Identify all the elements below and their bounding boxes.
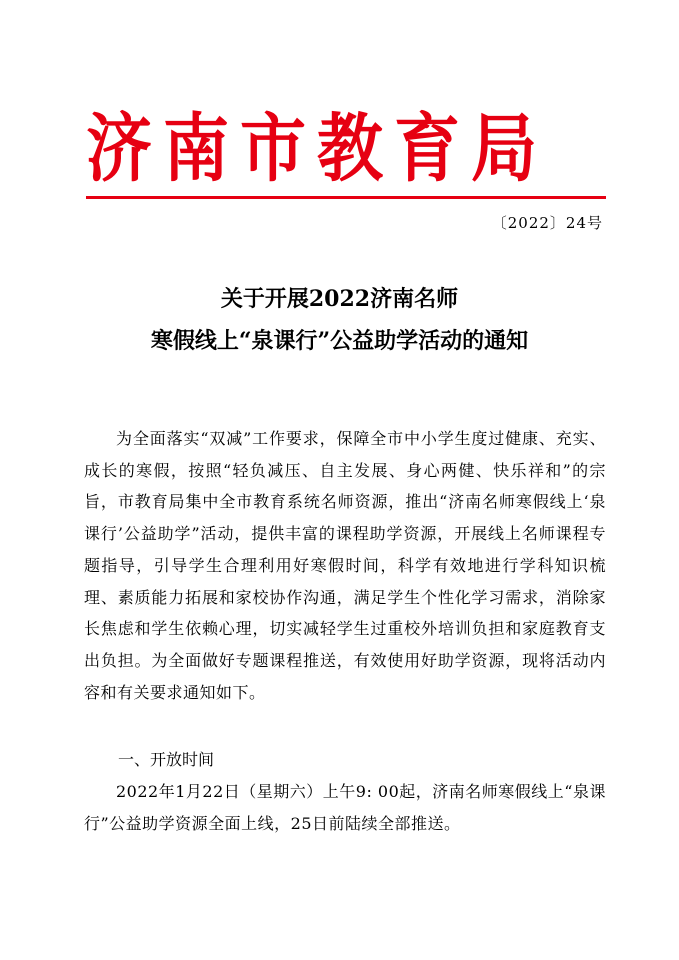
- section-heading-open-time: 一、开放时间: [118, 750, 215, 769]
- document-number: 〔2022〕24号: [491, 214, 603, 232]
- section-paragraph-open-time: 2022年1月22日（星期六）上午9: 00起，济南名师寒假线上“泉课行”公益助学资源全面上线，25日前陆续全部推送。: [84, 782, 606, 833]
- notice-title-line-1: 关于开展2022济南名师: [220, 286, 459, 312]
- letterhead-red-rule: [86, 196, 606, 199]
- notice-title-line-2: 寒假线上“泉课行”公益助学活动的通知: [150, 328, 529, 354]
- intro-paragraph: 为全面落实“双减”工作要求，保障全市中小学生度过健康、充实、成长的寒假，按照“轻负减压、自主发展、身心两健、快乐祥和”的宗旨，市教育局集中全市教育系统名师资源，推出“济南名师寒假线上‘泉课行’公益助学”活动，提供丰富的课程助学资源，开展线上名师课程专题指导，引导学生合理利用好寒假时间，科学有效地进行学科知识梳理、素质能力拓展和家校协作沟通，满足学生个性化学习需求，消除家长焦虑和学生依赖心理，切实减轻学生过重校外培训负担和家庭教育支出负担。为全面做好专题课程推送，有效使用好助学资源，现将活动内容和有关要求通知如下。: [84, 429, 606, 702]
- agency-letterhead-title: 济南市教育局: [86, 104, 548, 193]
